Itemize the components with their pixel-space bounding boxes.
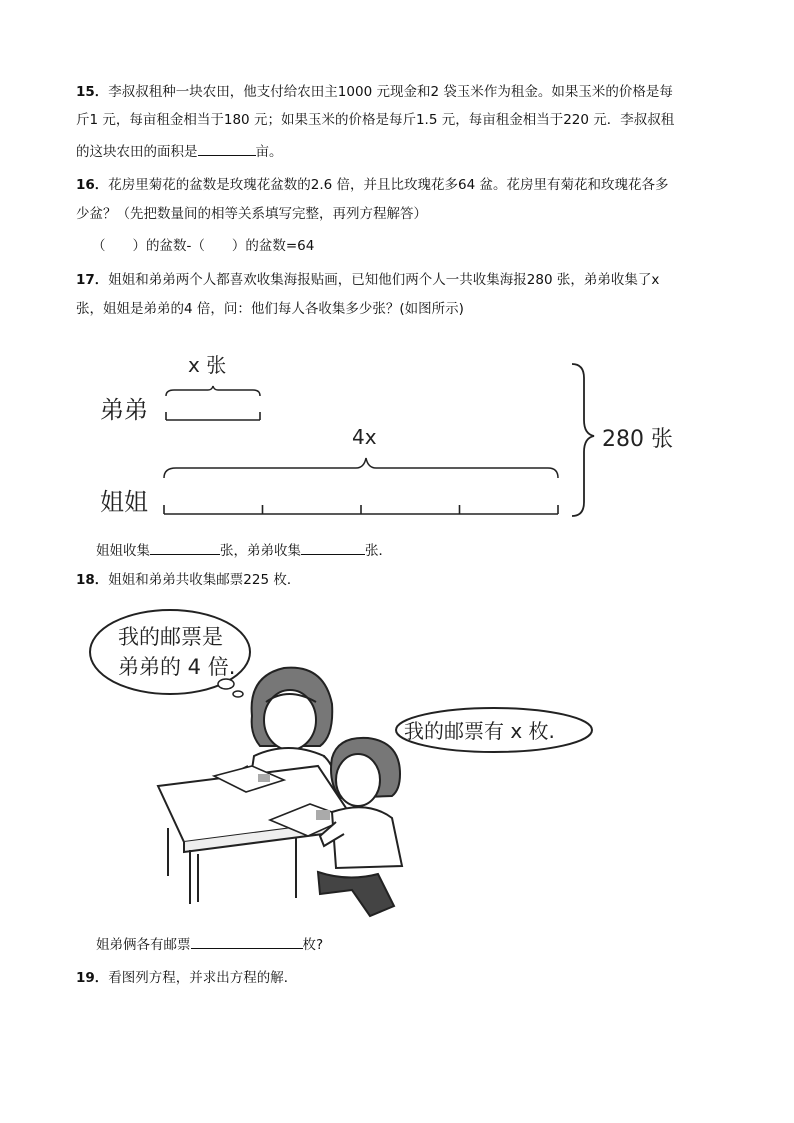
q17-answer-c: 张．: [365, 543, 392, 559]
line-segment-diagram: [90, 338, 710, 528]
sister-amount-label: 4x: [352, 425, 377, 449]
sister-label: 姐姐: [100, 488, 148, 516]
q17-answer-line: [96, 540, 392, 561]
total-brace: [572, 364, 594, 516]
q18-answer-b: 枚?: [302, 937, 324, 953]
girl-bubble-line-2: 弟弟的 4 倍.: [118, 655, 236, 679]
brother-amount-label: x 张: [188, 353, 227, 377]
q19-line-1: [76, 968, 297, 988]
q18-line-1: [76, 570, 300, 590]
q15-number: 15．: [76, 84, 109, 100]
q16-text-2: 少盆？（先把数量间的相等关系填写完整，再列方程解答）: [76, 206, 427, 222]
q18-number: 18．: [76, 572, 109, 588]
children-stamps-illustration: [88, 606, 608, 922]
q17-answer-a: 姐姐收集: [96, 543, 150, 559]
q16-relation-text: （ ）的盆数-（ ）的盆数=64: [92, 238, 315, 254]
q15-text-2: 斤1 元，每亩租金相当于180 元；如果玉米的价格是每斤1.5 元，每亩租金相当于220 元．李叔叔租: [76, 112, 675, 128]
q17-answer-b: 张，弟弟收集: [220, 543, 301, 559]
sister-brace: [164, 458, 558, 478]
brother-label: 弟弟: [100, 396, 148, 424]
q16-line-2: [76, 204, 427, 224]
q17-brother-blank[interactable]: [301, 540, 365, 555]
q17-text-1: 姐姐和弟弟两个人都喜欢收集海报贴画，已知他们两个人一共收集海报280 张，弟弟收集了x: [108, 272, 660, 288]
q16-text-1: 花房里菊花的盆数是玫瑰花盆数的2.6 倍，并且比玫瑰花多64 盆。花房里有菊花和玫瑰花各多: [108, 177, 669, 193]
thought-dot-1: [218, 679, 234, 689]
q18-answer-a: 姐弟俩各有邮票: [96, 937, 191, 953]
thought-dot-2: [233, 691, 243, 697]
brother-brace: [166, 386, 260, 396]
q19-number: 19．: [76, 970, 109, 986]
q17-text-2: 张，姐姐是弟弟的4 倍，问：他们每人各收集多少张？(如图所示): [76, 301, 464, 317]
sister-ticks: [164, 505, 558, 514]
boy-bubble-text: 我的邮票有 x 枚.: [404, 719, 555, 743]
q15-line-3: [76, 141, 283, 162]
q17-sister-blank[interactable]: [150, 540, 220, 555]
q17-line-1: [76, 270, 659, 290]
q16-number: 16．: [76, 177, 109, 193]
q19-text-1: 看图列方程，并求出方程的解．: [108, 970, 298, 986]
q16-line-1: [76, 175, 669, 195]
q15-line-2: [76, 110, 674, 130]
q15-text-3a: 的这块农田的面积是: [76, 144, 198, 160]
q18-text-1: 姐姐和弟弟共收集邮票225 枚．: [108, 572, 301, 588]
q15-text-1: 李叔叔租种一块农田，他支付给农田主1000 元现金和2 袋玉米作为租金。如果玉米的价格是每: [108, 84, 673, 100]
total-label: 280 张: [602, 427, 673, 452]
q18-answer-blank[interactable]: [191, 934, 303, 949]
girl-bubble-line-1: 我的邮票是: [118, 625, 223, 649]
q15-answer-blank[interactable]: [198, 141, 256, 156]
q15-line-1: [76, 82, 673, 102]
boy-figure: [318, 738, 402, 916]
q17-number: 17．: [76, 272, 109, 288]
q17-line-2: [76, 299, 464, 319]
q16-relation: [92, 236, 314, 256]
q18-answer-line: [96, 934, 323, 955]
q15-text-3b: 亩。: [255, 144, 283, 160]
